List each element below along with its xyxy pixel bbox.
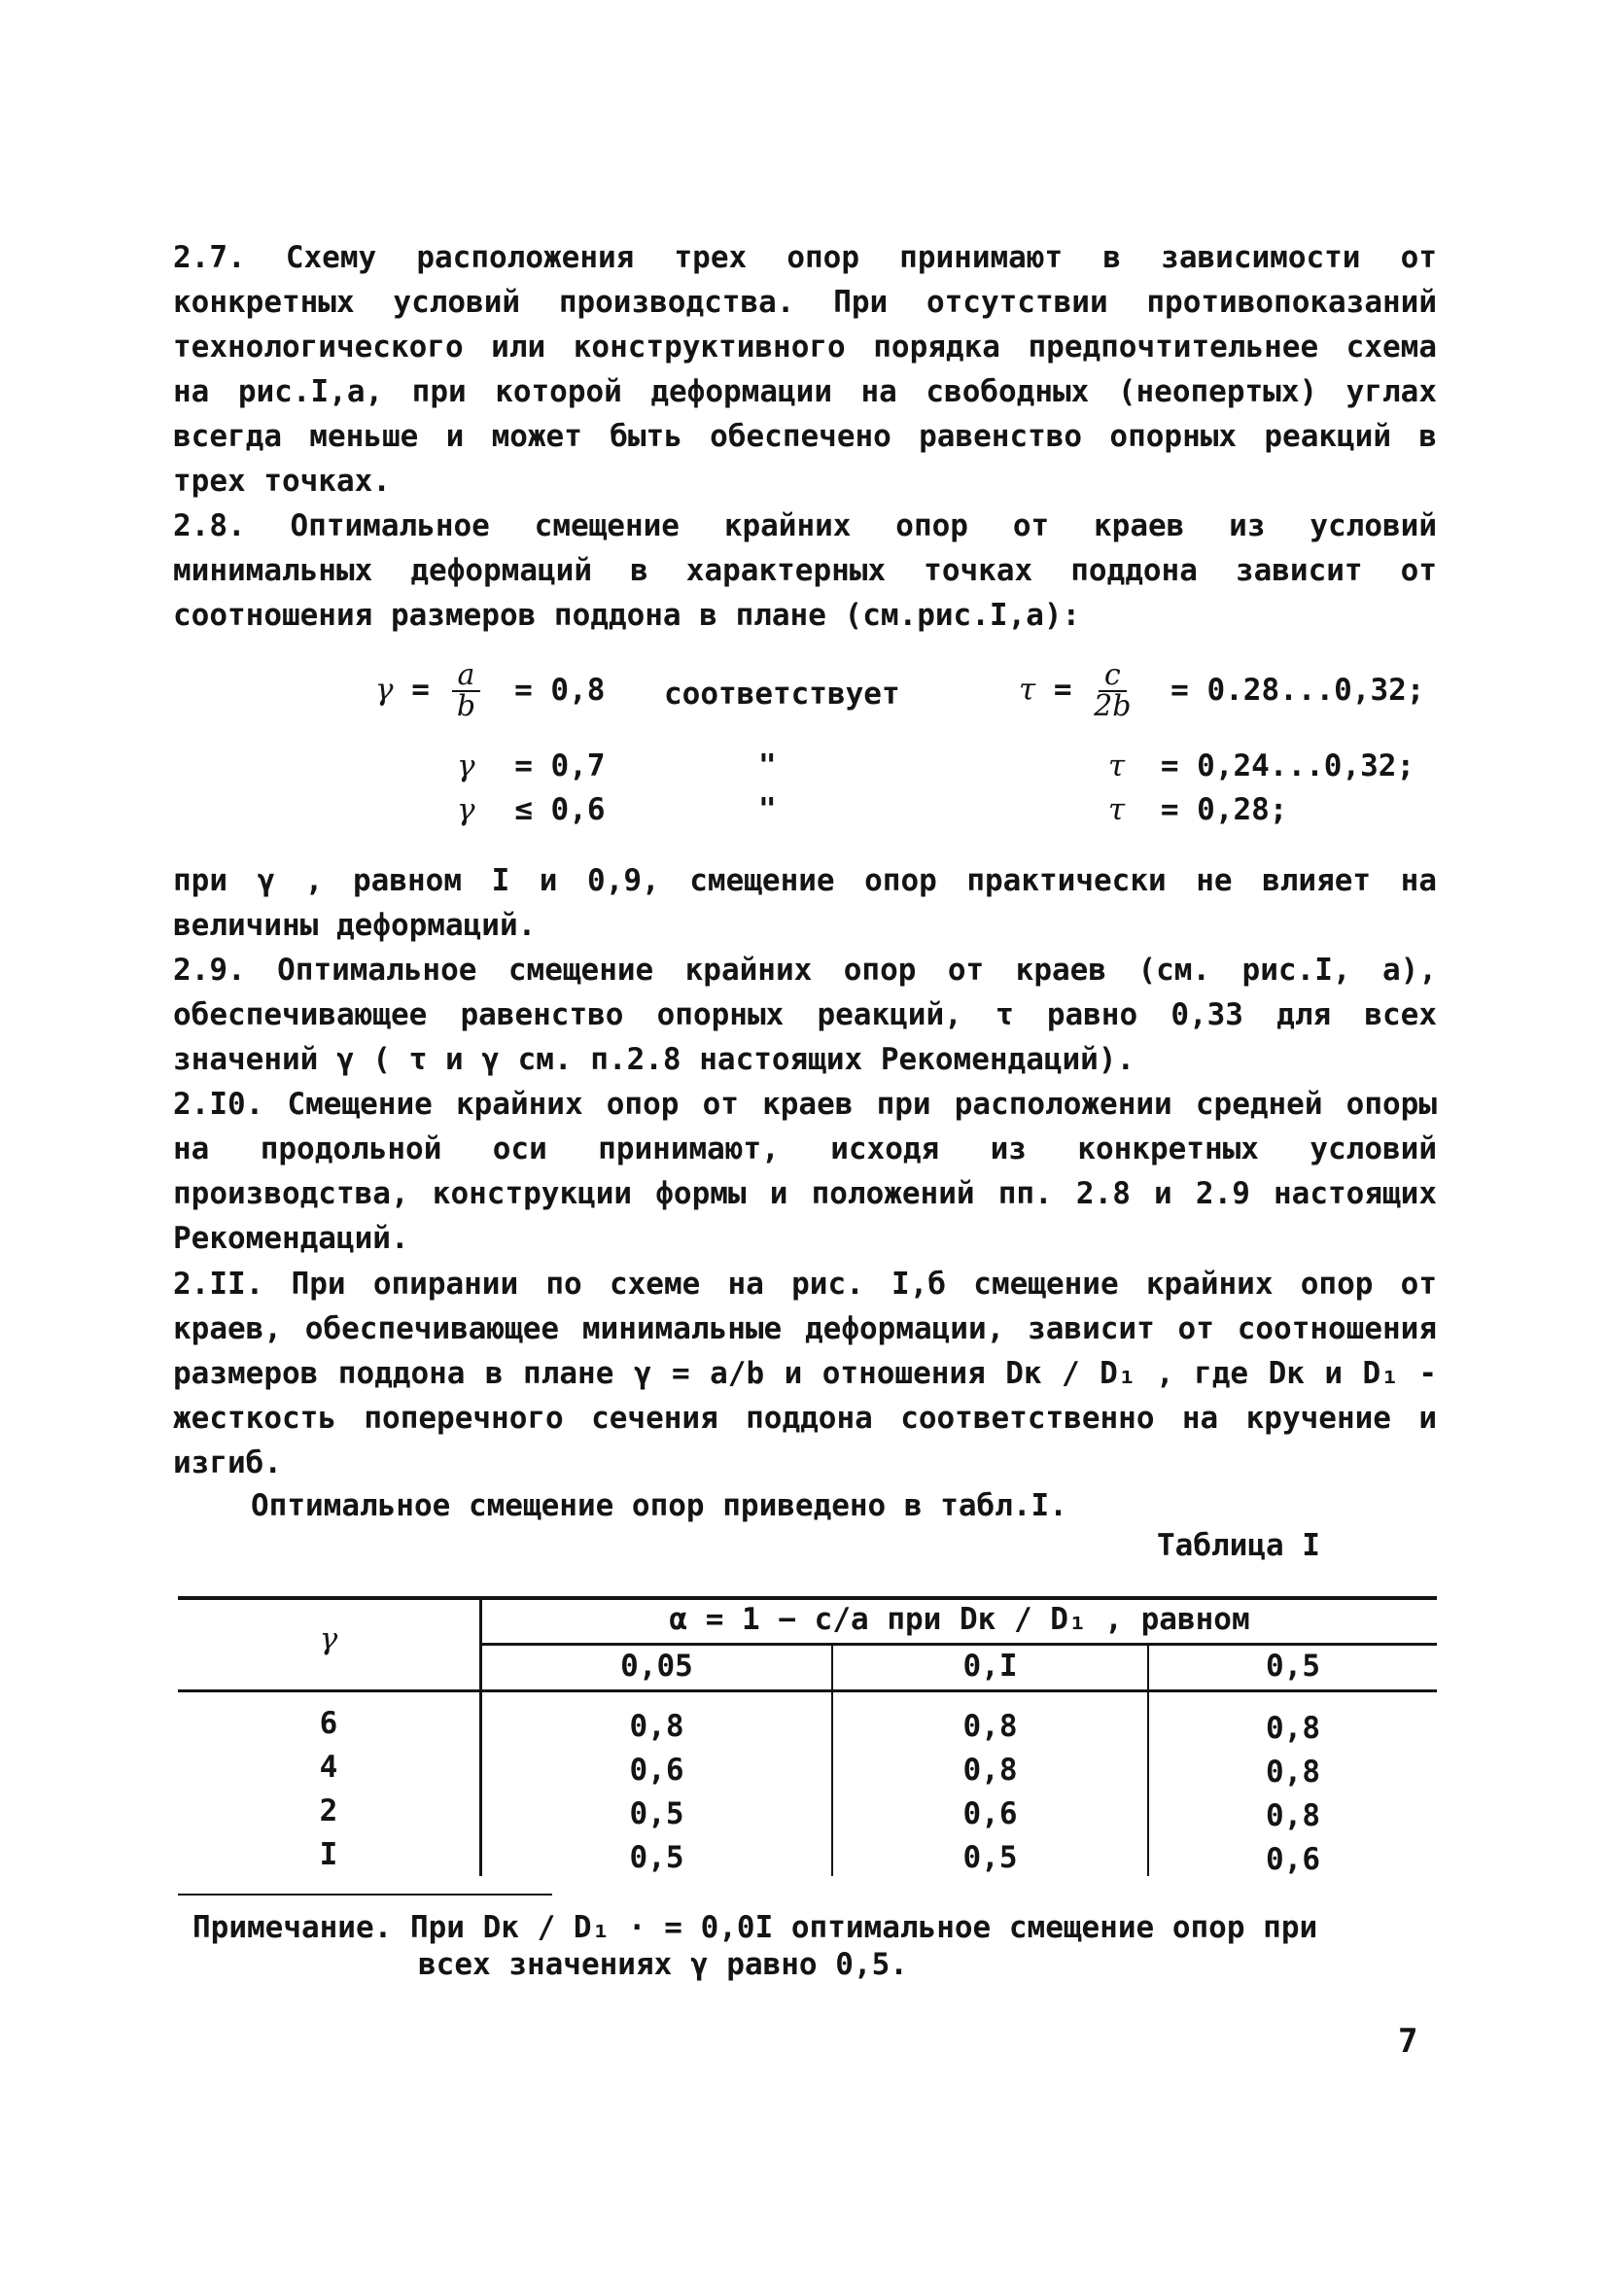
table-col-header: 0,5 <box>1266 1649 1320 1684</box>
fraction-numerator: a <box>452 661 481 692</box>
table-cell: 0,8 <box>962 1709 1018 1744</box>
paragraph-2-10: 2.I0. Смещение крайних опор от краев при расположении средней опоры на продольной оси принимают, исходя из конкретных условий производства, конструкции формы и положений пп. 2.8 и 2.9 настоящих Рекомендаций. <box>173 1087 1437 1256</box>
table-note <box>192 1909 1408 1983</box>
fraction-denominator: b <box>456 689 476 723</box>
paragraph-2-11: 2.II. При опирании по схеме на рис. I,б смещение крайних опор от краев, обеспечивающее минимальные деформации, зависит от соотношения размеров поддона в плане γ = a/b и отношения Dк / D₁ , где Dк и D₁ - жесткость поперечного сечения поддона соответственно на кручение и изгиб. <box>173 1267 1437 1480</box>
formula-fraction-c-2b <box>1094 658 1132 723</box>
formula-row-3-gamma <box>457 792 606 827</box>
paragraph-2-7: 2.7. Схему расположения трех опор принимают в зависимости от конкретных условий производства. При отсутствии противопоказаний технологического или конструктивного порядка предпочтительнее схема на рис.I,а, при которой деформации на свободных (неопертых) углах всегда меньше и может быть обеспечено равенство опорных реакций в трех точках. <box>173 240 1437 499</box>
formula-word-1: соответствует <box>664 677 900 712</box>
paragraph-table-ref: Оптимальное смещение опор приведено в табл.I. <box>251 1488 1067 1523</box>
table-cell: 0,8 <box>1266 1755 1320 1790</box>
table-group-header: α = 1 − c/a при Dк / D₁ , равном <box>669 1602 1250 1637</box>
table-cell-gamma: 6 <box>319 1706 338 1741</box>
formula-row-2-tau <box>1108 748 1415 783</box>
table-cell: 0,8 <box>1266 1798 1320 1833</box>
table-cell-gamma: 4 <box>319 1750 338 1785</box>
note-line: всех значениях γ равно 0,5. <box>418 1947 908 1982</box>
formula-ditto-2: " <box>758 748 777 783</box>
fraction-numerator: c <box>1099 661 1127 692</box>
formula-row-2-gamma <box>457 748 606 783</box>
formula-tau: τ <box>1108 748 1126 783</box>
table-col-header: 0,05 <box>620 1649 693 1684</box>
table-cell: 0,5 <box>629 1796 684 1831</box>
paragraph-2-9: 2.9. Оптимальное смещение крайних опор от краев (см. рис.I, а), обеспечивающее равенство опорных реакций, τ равно 0,33 для всех значений γ ( τ и γ см. п.2.8 настоящих Рекомендаций). <box>173 953 1437 1077</box>
formula-tau-value: = 0.28...0,32; <box>1170 672 1425 708</box>
table-title: Таблица I <box>1157 1528 1320 1563</box>
formula-ditto-3: " <box>758 792 777 827</box>
table-cell: 0,8 <box>962 1753 1018 1788</box>
formula-row-3-tau <box>1108 792 1287 827</box>
table-cell: 0,6 <box>962 1796 1018 1831</box>
formula-value: = 0,8 <box>514 672 606 708</box>
formula-gamma: γ <box>457 748 475 783</box>
table-cell-gamma: 2 <box>319 1793 338 1828</box>
formula-gamma: γ <box>375 672 394 708</box>
table-col-header: 0,I <box>962 1649 1018 1684</box>
table-row-header: γ <box>319 1621 338 1656</box>
table-group-rule <box>482 1643 1437 1646</box>
table-cell: 0,8 <box>629 1709 684 1744</box>
formula-tau: τ <box>1108 792 1126 827</box>
fraction-denominator: 2b <box>1094 689 1132 723</box>
table-cell-gamma: I <box>319 1837 338 1872</box>
formula-tau: τ <box>1019 672 1036 708</box>
table-cell: 0,5 <box>629 1840 684 1875</box>
formula-tau-value: = 0,28; <box>1160 792 1288 827</box>
formula-eq: = <box>411 672 430 708</box>
table-cell: 0,6 <box>629 1753 684 1788</box>
formula-value: ≤ 0,6 <box>514 792 606 827</box>
formula-value: = 0,7 <box>514 748 606 783</box>
page-number: 7 <box>1398 2022 1418 2061</box>
note-line: Примечание. При Dк / D₁ · = 0,0I оптимальное смещение опор при <box>192 1910 1318 1945</box>
table-cell: 0,6 <box>1266 1842 1320 1877</box>
table-cell: 0,8 <box>1266 1711 1320 1746</box>
paragraph-2-8: 2.8. Оптимальное смещение крайних опор от краев из условий минимальных деформаций в характерных точках поддона зависит от соотношения размеров поддона в плане (см.рис.I,а): <box>173 508 1437 633</box>
formula-row-1-tau: τ = $\frac{c}{2b}$ = 0.28...0,32; <box>1019 658 1425 723</box>
table-bottom-rule <box>178 1894 552 1896</box>
formula-row-1 <box>375 658 606 723</box>
table-header-rule <box>178 1689 1437 1692</box>
table-cell: 0,5 <box>962 1840 1018 1875</box>
formula-tau-value: = 0,24...0,32; <box>1160 748 1415 783</box>
table-top-rule <box>178 1596 1437 1600</box>
formula-gamma: γ <box>457 792 475 827</box>
formula-fraction-a-b <box>452 658 481 723</box>
paragraph-2-8-tail: при γ , равном I и 0,9, смещение опор практически не влияет на величины деформаций. <box>173 863 1437 943</box>
